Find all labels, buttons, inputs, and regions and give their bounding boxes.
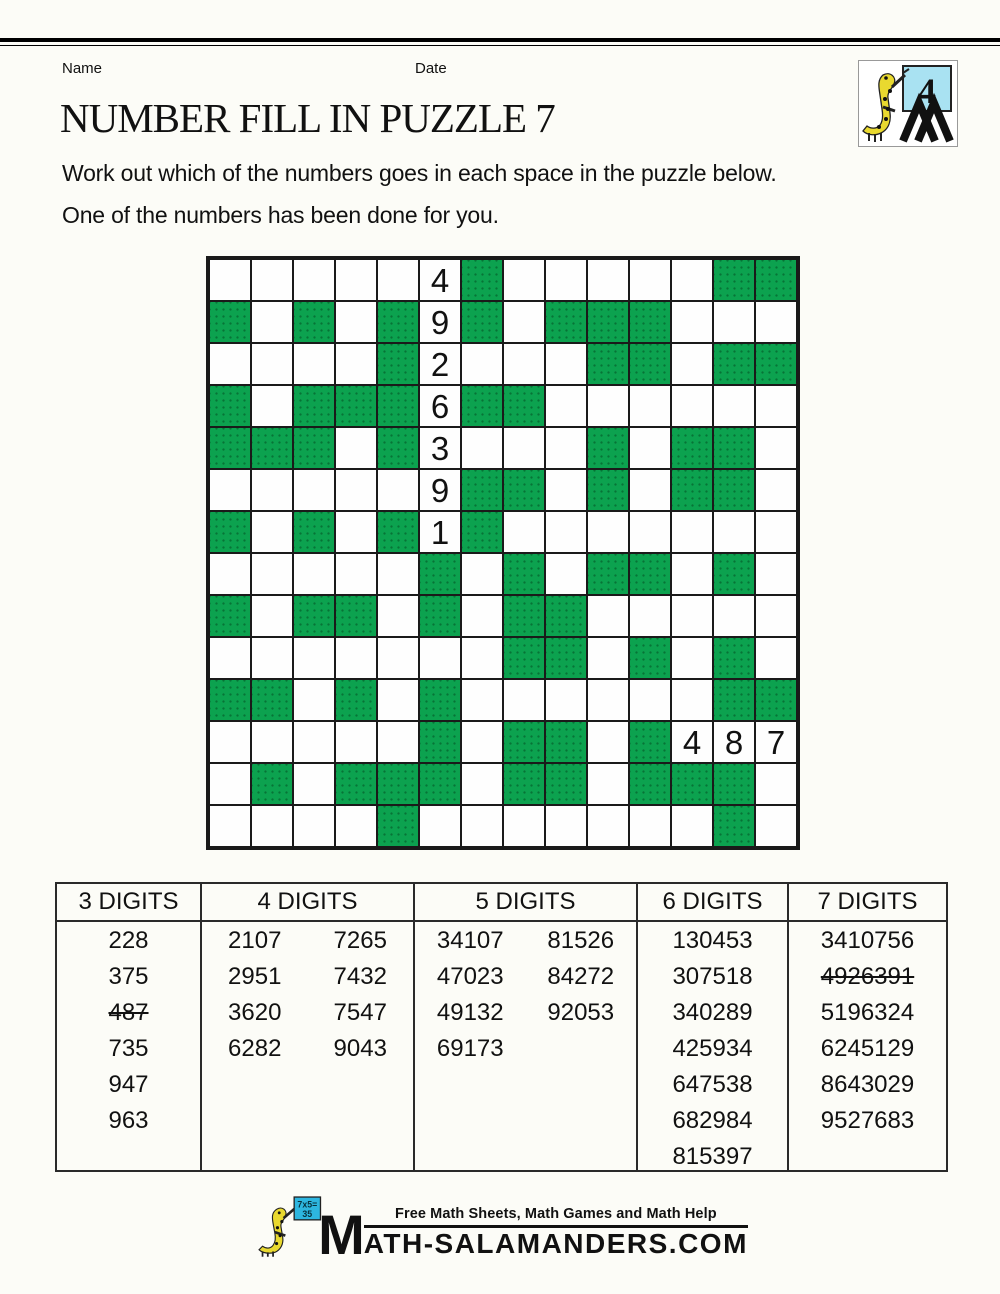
- footer-sign-line1: 7x5=: [297, 1199, 318, 1210]
- number-bank-value: 682984: [672, 1107, 753, 1134]
- grid-empty-cell[interactable]: [293, 721, 335, 763]
- grid-blocked-cell: [503, 385, 545, 427]
- grid-blocked-cell: [377, 301, 419, 343]
- badge-number: 4: [918, 71, 936, 111]
- number-bank-value: 9527683: [820, 1107, 915, 1134]
- grid-blocked-cell: [419, 679, 461, 721]
- grid-empty-cell[interactable]: [629, 679, 671, 721]
- grid-blocked-cell: [503, 553, 545, 595]
- grid-prefilled-cell: 6: [419, 385, 461, 427]
- grid-empty-cell[interactable]: [503, 805, 545, 847]
- digits-column-header: 7 DIGITS: [789, 884, 946, 922]
- grid-empty-cell[interactable]: [461, 637, 503, 679]
- grid-blocked-cell: [251, 763, 293, 805]
- grid-empty-cell[interactable]: [503, 259, 545, 301]
- grid-blocked-cell: [251, 427, 293, 469]
- grid-blocked-cell: [587, 469, 629, 511]
- grid-empty-cell[interactable]: [587, 595, 629, 637]
- top-rule-thick: [0, 38, 1000, 42]
- grid-blocked-cell: [545, 721, 587, 763]
- grid-prefilled-cell: 4: [419, 259, 461, 301]
- grid-blocked-cell: [377, 385, 419, 427]
- grid-empty-cell[interactable]: [251, 553, 293, 595]
- number-bank-value: 6245129: [820, 1035, 915, 1062]
- top-rule-thin: [0, 45, 1000, 46]
- number-bank-value: 2107: [228, 927, 282, 954]
- grid-blocked-cell: [629, 637, 671, 679]
- number-bank-value: 815397: [672, 1143, 753, 1170]
- grid-empty-cell[interactable]: [587, 721, 629, 763]
- grid-blocked-cell: [713, 553, 755, 595]
- grid-empty-cell[interactable]: [461, 595, 503, 637]
- grid-empty-cell[interactable]: [671, 343, 713, 385]
- grid-empty-cell[interactable]: [671, 553, 713, 595]
- grid-prefilled-cell: 7: [755, 721, 797, 763]
- grid-empty-cell[interactable]: [293, 343, 335, 385]
- grid-blocked-cell: [293, 511, 335, 553]
- grid-empty-cell[interactable]: [671, 595, 713, 637]
- grid-empty-cell[interactable]: [755, 301, 797, 343]
- grid-empty-cell[interactable]: [545, 805, 587, 847]
- grid-empty-cell[interactable]: [503, 301, 545, 343]
- date-label: Date: [415, 60, 447, 77]
- digits-column-header: 3 DIGITS: [57, 884, 200, 922]
- grid-empty-cell[interactable]: [713, 595, 755, 637]
- grid-empty-cell[interactable]: [377, 679, 419, 721]
- grid-blocked-cell: [419, 595, 461, 637]
- grid-blocked-cell: [629, 763, 671, 805]
- grid-empty-cell[interactable]: [377, 259, 419, 301]
- grid-blocked-cell: [629, 553, 671, 595]
- grid-empty-cell[interactable]: [713, 301, 755, 343]
- grid-empty-cell[interactable]: [251, 637, 293, 679]
- grid-blocked-cell: [503, 637, 545, 679]
- grid-empty-cell[interactable]: [209, 259, 251, 301]
- instruction-line-2: One of the numbers has been done for you.: [62, 202, 499, 228]
- footer-tagline: Free Math Sheets, Math Games and Math Help: [395, 1205, 717, 1222]
- grid-blocked-cell: [671, 763, 713, 805]
- grid-blocked-cell: [335, 763, 377, 805]
- number-bank-value: 307518: [672, 963, 753, 990]
- grid-prefilled-cell: 4: [671, 721, 713, 763]
- grid-empty-cell[interactable]: [545, 259, 587, 301]
- grid-empty-cell[interactable]: [251, 721, 293, 763]
- grid-empty-cell[interactable]: [503, 679, 545, 721]
- grid-prefilled-cell: 8: [713, 721, 755, 763]
- grid-blocked-cell: [335, 385, 377, 427]
- number-bank-value: 487: [108, 999, 149, 1026]
- number-bank-value: 647538: [672, 1071, 753, 1098]
- grid-empty-cell[interactable]: [251, 385, 293, 427]
- grid-blocked-cell: [377, 763, 419, 805]
- number-bank-value: 81526: [547, 927, 615, 954]
- grid-empty-cell[interactable]: [293, 553, 335, 595]
- grid-empty-cell[interactable]: [335, 637, 377, 679]
- grid-blocked-cell: [587, 343, 629, 385]
- grid-empty-cell[interactable]: [251, 805, 293, 847]
- grid-empty-cell[interactable]: [545, 511, 587, 553]
- grid-empty-cell[interactable]: [251, 259, 293, 301]
- footer-logotype-initial: M: [318, 1203, 363, 1267]
- grid-empty-cell[interactable]: [209, 343, 251, 385]
- grid-empty-cell[interactable]: [587, 511, 629, 553]
- grid-empty-cell[interactable]: [293, 679, 335, 721]
- grid-empty-cell[interactable]: [461, 763, 503, 805]
- grid-blocked-cell: [755, 259, 797, 301]
- grid-empty-cell[interactable]: [587, 763, 629, 805]
- grid-empty-cell[interactable]: [755, 427, 797, 469]
- number-bank-value: 69173: [436, 1035, 504, 1062]
- grid-empty-cell[interactable]: [461, 805, 503, 847]
- grid-empty-cell[interactable]: [377, 637, 419, 679]
- grid-empty-cell[interactable]: [713, 511, 755, 553]
- grid-empty-cell[interactable]: [251, 595, 293, 637]
- grid-blocked-cell: [671, 469, 713, 511]
- digits-column: [413, 884, 636, 1170]
- grid-empty-cell[interactable]: [587, 679, 629, 721]
- grid-prefilled-cell: 1: [419, 511, 461, 553]
- grid-blocked-cell: [251, 679, 293, 721]
- grid-empty-cell[interactable]: [335, 721, 377, 763]
- grid-empty-cell[interactable]: [293, 259, 335, 301]
- grid-blocked-cell: [713, 469, 755, 511]
- number-bank-value: 425934: [672, 1035, 753, 1062]
- grid-prefilled-cell: 2: [419, 343, 461, 385]
- grid-blocked-cell: [335, 595, 377, 637]
- grid-empty-cell[interactable]: [671, 385, 713, 427]
- grid-empty-cell[interactable]: [545, 427, 587, 469]
- grid-empty-cell[interactable]: [629, 511, 671, 553]
- grid-blocked-cell: [713, 679, 755, 721]
- grid-empty-cell[interactable]: [545, 469, 587, 511]
- grid-empty-cell[interactable]: [251, 511, 293, 553]
- number-bank-value: 3410756: [820, 927, 915, 954]
- grid-blocked-cell: [377, 805, 419, 847]
- number-bank-value: 7432: [333, 963, 387, 990]
- grid-blocked-cell: [755, 343, 797, 385]
- grid-empty-cell[interactable]: [335, 259, 377, 301]
- grid-empty-cell[interactable]: [671, 637, 713, 679]
- grid-empty-cell[interactable]: [335, 553, 377, 595]
- number-bank-value: 7265: [333, 927, 387, 954]
- grid-empty-cell[interactable]: [755, 511, 797, 553]
- number-bank-value: 49132: [436, 999, 504, 1026]
- grid-empty-cell[interactable]: [671, 301, 713, 343]
- grid-blocked-cell: [461, 301, 503, 343]
- grid-blocked-cell: [545, 637, 587, 679]
- grid-blocked-cell: [293, 301, 335, 343]
- number-bank-value: 47023: [436, 963, 504, 990]
- instruction-line-1: Work out which of the numbers goes in each space in the puzzle below.: [62, 160, 777, 186]
- grid-empty-cell[interactable]: [419, 637, 461, 679]
- grid-empty-cell[interactable]: [209, 721, 251, 763]
- grid-empty-cell[interactable]: [545, 385, 587, 427]
- grid-blocked-cell: [545, 301, 587, 343]
- grid-blocked-cell: [377, 511, 419, 553]
- number-bank-value: 6282: [228, 1035, 282, 1062]
- grid-empty-cell[interactable]: [209, 553, 251, 595]
- number-bank-value: 228: [108, 927, 149, 954]
- number-bank-value: 8643029: [820, 1071, 915, 1098]
- grid-blocked-cell: [377, 427, 419, 469]
- grid-blocked-cell: [209, 679, 251, 721]
- number-bank-value: 9043: [333, 1035, 387, 1062]
- grid-blocked-cell: [713, 343, 755, 385]
- grid-blocked-cell: [209, 301, 251, 343]
- grid-empty-cell[interactable]: [629, 805, 671, 847]
- grid-empty-cell[interactable]: [755, 553, 797, 595]
- grid-blocked-cell: [209, 385, 251, 427]
- grid-blocked-cell: [461, 511, 503, 553]
- grid-empty-cell[interactable]: [629, 385, 671, 427]
- grid-empty-cell[interactable]: [335, 301, 377, 343]
- grid-blocked-cell: [587, 553, 629, 595]
- number-bank-value: 2951: [228, 963, 282, 990]
- grid-empty-cell[interactable]: [293, 763, 335, 805]
- grid-blocked-cell: [503, 721, 545, 763]
- grid-empty-cell[interactable]: [671, 805, 713, 847]
- grid-empty-cell[interactable]: [755, 469, 797, 511]
- grid-empty-cell[interactable]: [587, 805, 629, 847]
- name-label: Name: [62, 60, 103, 77]
- grid-empty-cell[interactable]: [587, 637, 629, 679]
- grid-blocked-cell: [461, 469, 503, 511]
- number-bank-value: 735: [108, 1035, 149, 1062]
- grid-blocked-cell: [293, 427, 335, 469]
- footer-logotype-rest: ATH-SALAMANDERS.COM: [363, 1227, 748, 1259]
- digits-column-header: 5 DIGITS: [415, 884, 636, 922]
- grid-empty-cell[interactable]: [251, 469, 293, 511]
- grid-empty-cell[interactable]: [461, 721, 503, 763]
- grid-blocked-cell: [419, 763, 461, 805]
- salamander-badge-icon: [859, 61, 957, 146]
- grid-blocked-cell: [503, 469, 545, 511]
- grid-blocked-cell: [755, 679, 797, 721]
- grid-blocked-cell: [209, 595, 251, 637]
- grid-empty-cell[interactable]: [377, 469, 419, 511]
- grid-empty-cell[interactable]: [671, 511, 713, 553]
- grid-blocked-cell: [419, 721, 461, 763]
- grid-blocked-cell: [335, 679, 377, 721]
- grid-blocked-cell: [713, 805, 755, 847]
- grid-empty-cell[interactable]: [713, 385, 755, 427]
- grid-blocked-cell: [713, 763, 755, 805]
- grid-blocked-cell: [293, 385, 335, 427]
- grid-empty-cell[interactable]: [545, 553, 587, 595]
- digits-column: [787, 884, 946, 1170]
- puzzle-grid: [206, 256, 800, 850]
- grid-blocked-cell: [503, 763, 545, 805]
- grid-empty-cell[interactable]: [251, 343, 293, 385]
- grid-blocked-cell: [377, 343, 419, 385]
- number-bank-value: 4926391: [820, 963, 915, 990]
- grid-empty-cell[interactable]: [419, 805, 461, 847]
- number-bank-table: [55, 882, 948, 1172]
- grid-empty-cell[interactable]: [377, 553, 419, 595]
- grid-empty-cell[interactable]: [671, 259, 713, 301]
- grid-empty-cell[interactable]: [335, 469, 377, 511]
- grid-empty-cell[interactable]: [587, 259, 629, 301]
- grid-blocked-cell: [545, 595, 587, 637]
- grid-empty-cell[interactable]: [755, 805, 797, 847]
- grid-empty-cell[interactable]: [629, 595, 671, 637]
- digits-column-header: 4 DIGITS: [202, 884, 413, 922]
- grid-empty-cell[interactable]: [377, 721, 419, 763]
- grid-blocked-cell: [293, 595, 335, 637]
- grid-prefilled-cell: 3: [419, 427, 461, 469]
- grid-empty-cell[interactable]: [461, 553, 503, 595]
- grid-prefilled-cell: 9: [419, 469, 461, 511]
- page-title: NUMBER FILL IN PUZZLE 7: [60, 95, 555, 141]
- grid-empty-cell[interactable]: [545, 343, 587, 385]
- grid-empty-cell[interactable]: [503, 427, 545, 469]
- footer-salamander-icon: [252, 1194, 324, 1258]
- grid-blocked-cell: [587, 427, 629, 469]
- grid-empty-cell[interactable]: [671, 679, 713, 721]
- number-bank-value: 375: [108, 963, 149, 990]
- grid-blocked-cell: [671, 427, 713, 469]
- grid-blocked-cell: [545, 763, 587, 805]
- grid-blocked-cell: [461, 259, 503, 301]
- grid-empty-cell[interactable]: [209, 637, 251, 679]
- digits-column: [57, 884, 200, 1170]
- grid-blocked-cell: [587, 301, 629, 343]
- grid-empty-cell[interactable]: [209, 805, 251, 847]
- number-bank-value: 34107: [436, 927, 504, 954]
- grid-empty-cell[interactable]: [755, 385, 797, 427]
- grid-empty-cell[interactable]: [209, 469, 251, 511]
- grid-empty-cell[interactable]: [377, 595, 419, 637]
- grid-blocked-cell: [713, 637, 755, 679]
- grid-empty-cell[interactable]: [335, 427, 377, 469]
- grid-empty-cell[interactable]: [461, 427, 503, 469]
- number-bank-value: 92053: [547, 999, 615, 1026]
- grid-empty-cell[interactable]: [209, 763, 251, 805]
- number-bank-value: 3620: [228, 999, 282, 1026]
- grid-blocked-cell: [209, 511, 251, 553]
- grid-empty-cell[interactable]: [335, 343, 377, 385]
- grid-blocked-cell: [419, 553, 461, 595]
- grid-blocked-cell: [629, 343, 671, 385]
- digits-column: [636, 884, 787, 1170]
- grid-empty-cell[interactable]: [461, 343, 503, 385]
- grid-empty-cell[interactable]: [755, 637, 797, 679]
- grid-empty-cell[interactable]: [629, 469, 671, 511]
- series-logo-badge: [858, 60, 958, 147]
- grid-blocked-cell: [209, 427, 251, 469]
- grid-empty-cell[interactable]: [293, 469, 335, 511]
- grid-empty-cell[interactable]: [251, 301, 293, 343]
- number-bank-value: 340289: [672, 999, 753, 1026]
- grid-empty-cell[interactable]: [503, 343, 545, 385]
- grid-blocked-cell: [461, 385, 503, 427]
- grid-empty-cell[interactable]: [335, 805, 377, 847]
- grid-empty-cell[interactable]: [755, 595, 797, 637]
- digits-column-header: 6 DIGITS: [638, 884, 787, 922]
- grid-prefilled-cell: 9: [419, 301, 461, 343]
- footer-sign-line2: 35: [302, 1209, 313, 1220]
- grid-blocked-cell: [629, 721, 671, 763]
- number-bank-value: 963: [108, 1107, 149, 1134]
- grid-blocked-cell: [629, 301, 671, 343]
- number-bank-value: 947: [108, 1071, 149, 1098]
- grid-empty-cell[interactable]: [629, 427, 671, 469]
- number-bank-value: 84272: [547, 963, 615, 990]
- number-bank-value: 7547: [333, 999, 387, 1026]
- grid-blocked-cell: [713, 427, 755, 469]
- grid-empty-cell[interactable]: [587, 385, 629, 427]
- grid-blocked-cell: [713, 259, 755, 301]
- grid-empty-cell[interactable]: [755, 763, 797, 805]
- grid-empty-cell[interactable]: [293, 637, 335, 679]
- grid-empty-cell[interactable]: [293, 805, 335, 847]
- number-bank-value: 130453: [672, 927, 753, 954]
- footer-logo: [0, 1194, 1000, 1267]
- number-bank-value: 5196324: [820, 999, 915, 1026]
- grid-empty-cell[interactable]: [335, 511, 377, 553]
- grid-empty-cell[interactable]: [461, 679, 503, 721]
- grid-empty-cell[interactable]: [503, 511, 545, 553]
- grid-blocked-cell: [503, 595, 545, 637]
- digits-column: [200, 884, 413, 1170]
- grid-empty-cell[interactable]: [629, 259, 671, 301]
- grid-empty-cell[interactable]: [545, 679, 587, 721]
